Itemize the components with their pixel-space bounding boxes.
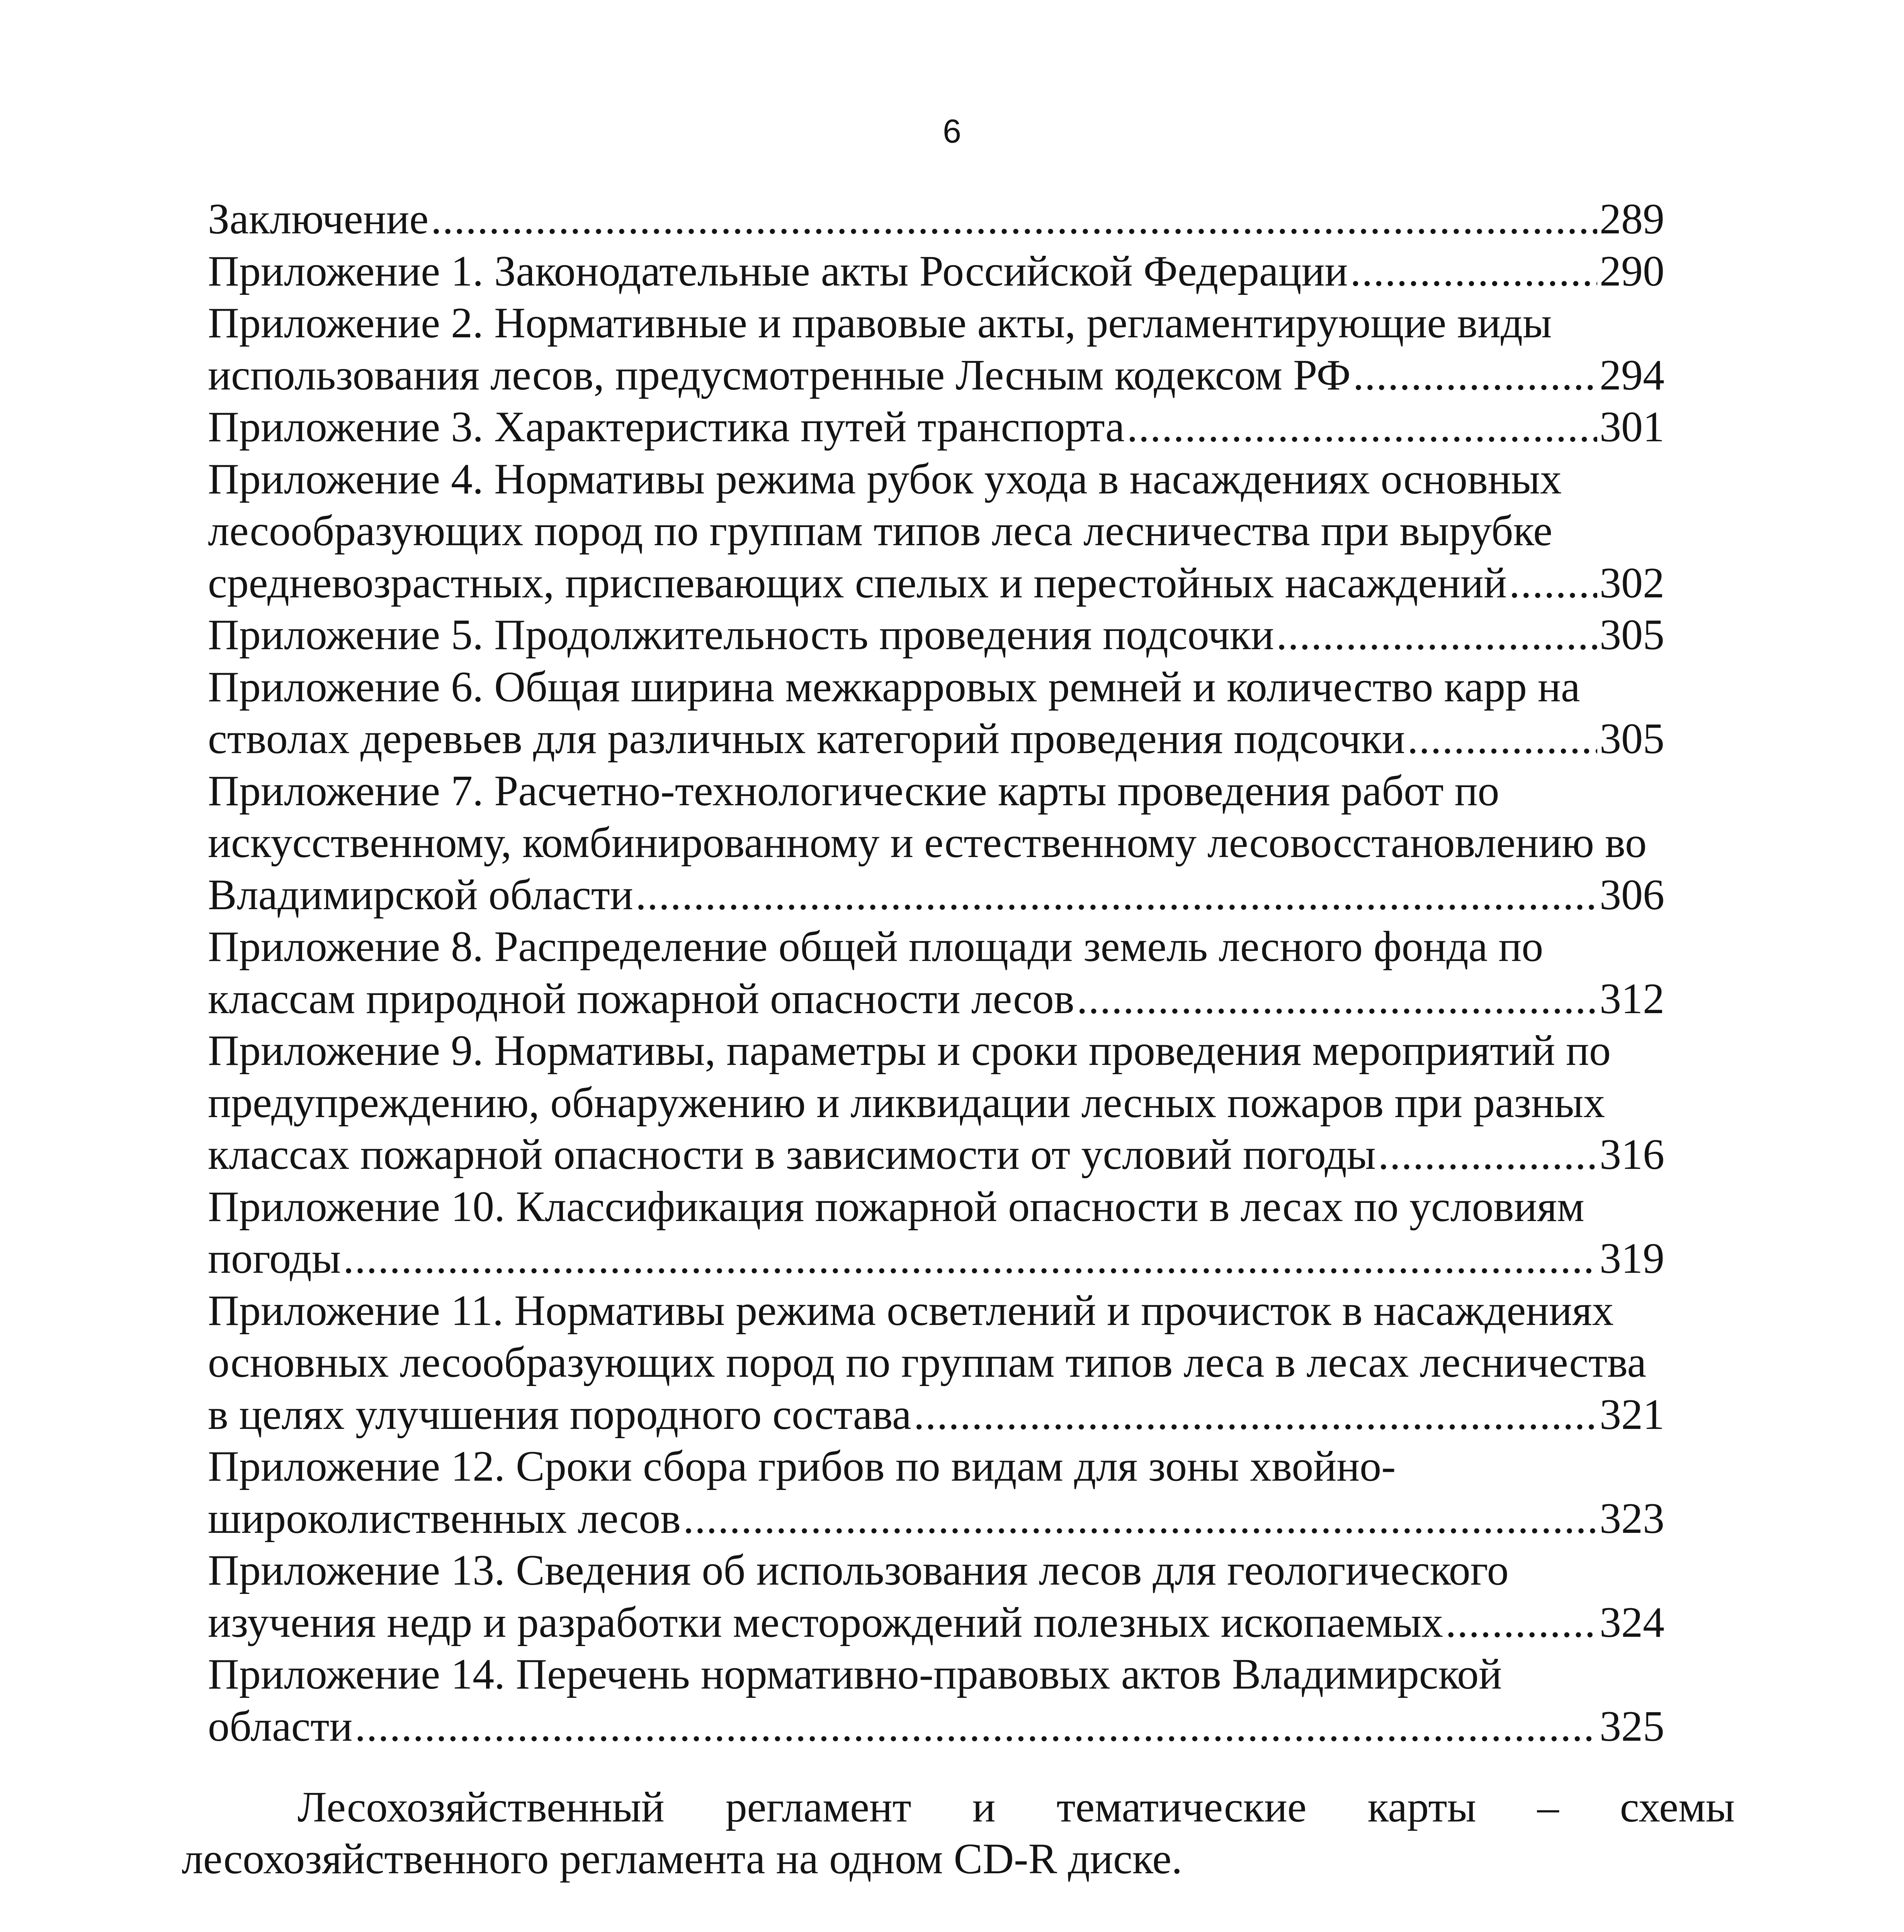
toc-entry [208, 401, 1664, 453]
toc-entry [208, 1285, 1664, 1441]
toc-dot-leader [914, 1389, 1597, 1441]
toc-entry-line: Приложение 9. Нормативы, параметры и сроки проведения мероприятий по [208, 1027, 1611, 1075]
toc-entry-line: Приложение 4. Нормативы режима рубок ухода в насаждениях основных [208, 455, 1562, 503]
toc-page-number: 312 [1600, 975, 1664, 1023]
toc-entry-last-line [208, 349, 1664, 401]
toc-entry-title: Приложение 3. Характеристика путей транспорта [208, 403, 1125, 451]
toc-dot-leader [355, 1701, 1597, 1753]
toc-entry-last-line [208, 1701, 1664, 1753]
table-of-contents [208, 193, 1664, 1752]
closing-note-word: и [972, 1783, 996, 1831]
toc-entry-title: Приложение 1. Законодательные акты Российской Федерации [208, 247, 1348, 295]
toc-entry-last-line [208, 557, 1664, 609]
toc-entry-line: Приложение 13. Сведения об использования лесов для геологического [208, 1546, 1509, 1594]
toc-entry-line: Приложение 12. Сроки сбора грибов по видам для зоны хвойно- [208, 1442, 1396, 1490]
closing-note-line-2: лесохозяйственного регламента на одном CD-R диске. [182, 1835, 1183, 1883]
toc-entry [208, 765, 1664, 921]
toc-page-number: 319 [1600, 1235, 1664, 1282]
toc-entry-last-line [208, 401, 1664, 453]
toc-page-number: 324 [1600, 1598, 1664, 1646]
toc-entry-title: широколиственных лесов [208, 1494, 681, 1543]
toc-page-number: 325 [1600, 1702, 1664, 1750]
toc-dot-leader [1445, 1597, 1597, 1649]
toc-dot-leader [1378, 1129, 1597, 1181]
toc-entry-title: классам природной пожарной опасности лесов [208, 975, 1074, 1023]
toc-entry [208, 245, 1664, 298]
toc-entry-line: Приложение 10. Классификация пожарной опасности в лесах по условиям [208, 1182, 1584, 1231]
toc-page-number: 305 [1600, 715, 1664, 763]
toc-entry-last-line [208, 609, 1664, 661]
closing-note-word: тематические [1056, 1783, 1307, 1831]
toc-dot-leader [1127, 401, 1597, 453]
toc-entry-title: использования лесов, предусмотренные Лесным кодексом РФ [208, 351, 1351, 399]
toc-entry-last-line [208, 1389, 1664, 1441]
toc-entry-line: основных лесообразующих пород по группам типов леса в лесах лесничества [208, 1338, 1647, 1386]
toc-entry-line: Приложение 14. Перечень нормативно-правовых актов Владимирской [208, 1650, 1502, 1698]
toc-entry-last-line [208, 1233, 1664, 1285]
closing-note-word: схемы [1620, 1783, 1735, 1831]
toc-entry [208, 297, 1664, 401]
toc-entry-title: области [208, 1702, 353, 1750]
toc-dot-leader [1407, 713, 1597, 765]
toc-entry [208, 1544, 1664, 1648]
closing-note-word: карты [1367, 1783, 1476, 1831]
toc-page-number: 323 [1600, 1494, 1664, 1543]
toc-entry [208, 193, 1664, 245]
toc-entry [208, 1440, 1664, 1544]
toc-page-number: 305 [1600, 611, 1664, 659]
toc-entry [208, 1181, 1664, 1285]
toc-dot-leader [343, 1233, 1597, 1285]
toc-entry [208, 1025, 1664, 1181]
toc-entry-line: Приложение 7. Расчетно-технологические карты проведения работ по [208, 767, 1499, 815]
toc-entry-line: Приложение 8. Распределение общей площади земель лесного фонда по [208, 923, 1544, 971]
toc-dot-leader [1509, 557, 1597, 609]
toc-entry-title: в целях улучшения породного состава [208, 1390, 911, 1439]
closing-note-word: Лесохозяйственный [298, 1783, 665, 1831]
toc-page-number: 316 [1600, 1131, 1664, 1179]
page-number: 6 [943, 113, 961, 150]
toc-entry-last-line [208, 713, 1664, 765]
toc-entry [208, 661, 1664, 765]
toc-page-number: 294 [1600, 351, 1664, 399]
toc-entry-title: средневозрастных, приспевающих спелых и перестойных насаждений [208, 559, 1507, 607]
closing-note-word: регламент [725, 1783, 911, 1831]
toc-entry-line: Приложение 2. Нормативные и правовые акты, регламентирующие виды [208, 299, 1552, 347]
toc-page-number: 289 [1600, 195, 1664, 243]
toc-entry [208, 609, 1664, 661]
toc-entry [208, 921, 1664, 1025]
toc-entry-title: Приложение 5. Продолжительность проведения подсочки [208, 611, 1274, 659]
toc-entry-title: Заключение [208, 195, 429, 243]
toc-page-number: 301 [1600, 403, 1664, 451]
toc-dot-leader [636, 869, 1597, 921]
toc-entry-last-line [208, 245, 1664, 298]
toc-entry-line: предупреждению, обнаружению и ликвидации лесных пожаров при разных [208, 1078, 1605, 1127]
closing-note [182, 1781, 1735, 1885]
toc-entry-title: погоды [208, 1235, 341, 1282]
toc-entry-last-line [208, 973, 1664, 1025]
toc-entry-line: лесообразующих пород по группам типов леса лесничества при вырубке [208, 507, 1552, 555]
toc-entry-last-line [208, 869, 1664, 921]
toc-dot-leader [431, 193, 1597, 245]
toc-page-number: 290 [1600, 247, 1664, 295]
toc-entry [208, 1648, 1664, 1752]
toc-entry-title: классах пожарной опасности в зависимости от условий погоды [208, 1131, 1376, 1179]
toc-dot-leader [1350, 245, 1597, 298]
toc-entry-last-line [208, 1597, 1664, 1649]
toc-entry-last-line [208, 193, 1664, 245]
closing-note-word: – [1537, 1783, 1559, 1831]
toc-entry-last-line [208, 1493, 1664, 1545]
toc-dot-leader [1077, 973, 1597, 1025]
toc-entry-last-line [208, 1129, 1664, 1181]
toc-dot-leader [1353, 349, 1597, 401]
toc-entry-title: стволах деревьев для различных категорий проведения подсочки [208, 715, 1405, 763]
toc-entry-line: искусственному, комбинированному и естественному лесовосстановлению во [208, 819, 1647, 867]
toc-entry-title: изучения недр и разработки месторождений полезных ископаемых [208, 1598, 1443, 1646]
toc-entry-title: Владимирской области [208, 871, 633, 919]
closing-note-line-1 [182, 1781, 1735, 1833]
toc-entry-line: Приложение 11. Нормативы режима осветлений и прочисток в насаждениях [208, 1286, 1614, 1335]
toc-entry [208, 453, 1664, 609]
toc-page-number: 321 [1600, 1390, 1664, 1439]
toc-page-number: 302 [1600, 559, 1664, 607]
toc-page-number: 306 [1600, 871, 1664, 919]
toc-entry-line: Приложение 6. Общая ширина межкарровых ремней и количество карр на [208, 663, 1580, 711]
toc-dot-leader [683, 1493, 1597, 1545]
toc-dot-leader [1276, 609, 1597, 661]
